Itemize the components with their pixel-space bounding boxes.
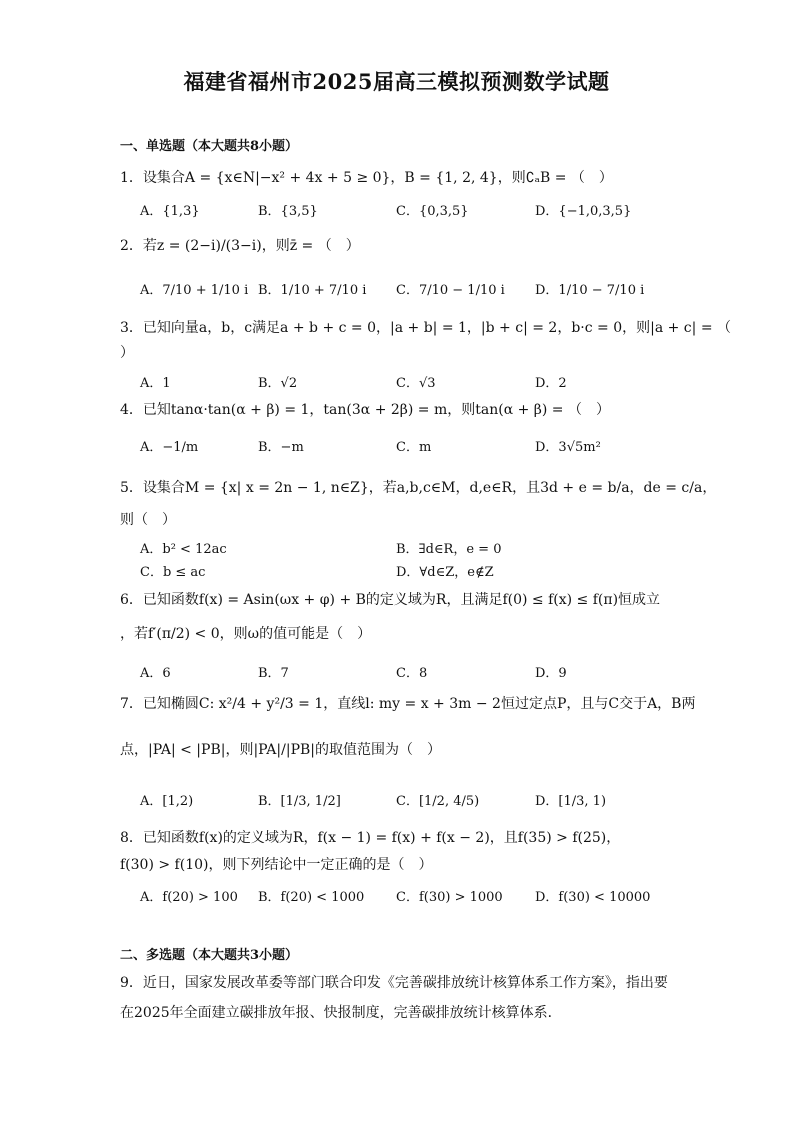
option-c: C．√3 xyxy=(396,376,436,391)
question-8-stem: 8．已知函数f(x)的定义域为R，f(x − 1) = f(x) + f(x − 2)，且f(35) > f(25)， xyxy=(120,830,621,846)
option-c: C．7/10 − 1/10 i xyxy=(396,283,505,298)
question-7-options xyxy=(0,790,793,810)
option-a: A．−1/m xyxy=(140,440,199,455)
option-b: B．{3,5} xyxy=(258,204,318,219)
question-1-stem: 1．设集合A = {x∈N|−x² + 4x + 5 ≥ 0}，B = {1, 2, 4}，则∁ₐB = （ ） xyxy=(120,170,613,186)
option-a: A．{1,3} xyxy=(140,204,200,219)
page-title: 福建省福州市2025届高三模拟预测数学试题 xyxy=(183,69,610,94)
question-7-stem-continued: 点，|PA| < |PB|，则|PA|/|PB|的取值范围为（ ） xyxy=(120,742,441,758)
question-6-stem: 6．已知函数f(x) = Asin(ωx + φ) + B的定义域为R，且满足f(0) ≤ f(x) ≤ f(π)恒成立 xyxy=(120,592,661,608)
question-4-options xyxy=(0,436,793,456)
option-b: B．∃d∈R，e = 0 xyxy=(396,542,502,557)
option-d: D．f(30) < 10000 xyxy=(535,890,651,905)
option-d: D．∀d∈Z，e∉Z xyxy=(396,565,494,580)
option-b: B．1/10 + 7/10 i xyxy=(258,283,367,298)
question-2-options xyxy=(0,279,793,299)
question-4-stem: 4．已知tanα·tan(α + β) = 1，tan(3α + 2β) = m，则tan(α + β) = （ ） xyxy=(120,402,610,418)
option-d: D．{−1,0,3,5} xyxy=(535,204,632,219)
section-heading-single-choice: 一、单选题（本大题共8小题） xyxy=(120,139,299,154)
option-c: C．f(30) > 1000 xyxy=(396,890,503,905)
option-a: A．[1,2) xyxy=(140,794,194,809)
option-a: A．7/10 + 1/10 i xyxy=(140,283,249,298)
option-c: C．m xyxy=(396,440,432,455)
question-3-stem: 3．已知向量a，b，c满足a + b + c = 0，|a + b| = 1，|b + c| = 2，b·c = 0，则|a + c| = （ xyxy=(120,320,731,336)
option-d: D．1/10 − 7/10 i xyxy=(535,283,645,298)
option-c: C．[1/2, 4/5) xyxy=(396,794,480,809)
option-b: B．√2 xyxy=(258,376,298,391)
section-heading-multiple-choice: 二、多选题（本大题共3小题） xyxy=(120,948,299,963)
option-d: D．9 xyxy=(535,666,567,681)
option-c: C．{0,3,5} xyxy=(396,204,469,219)
question-8-stem-continued: f(30) > f(10)，则下列结论中一定正确的是（ ） xyxy=(120,857,433,873)
option-a: A．1 xyxy=(140,376,171,391)
option-b: B．f(20) < 1000 xyxy=(258,890,365,905)
option-c: C．8 xyxy=(396,666,428,681)
question-8-options xyxy=(0,886,793,906)
question-5-stem-continued: 则（ ） xyxy=(120,512,176,528)
question-9-stem: 9．近日，国家发展改革委等部门联合印发《完善碳排放统计核算体系工作方案》，指出要在2025年全面建立碳排放年报、快报制度，完善碳排放统计核算体系． xyxy=(120,975,668,1021)
option-a: A．f(20) > 100 xyxy=(140,890,238,905)
question-6-stem-continued: ，若f′(π/2) < 0，则ω的值可能是（ ） xyxy=(120,626,372,642)
option-b: B．7 xyxy=(258,666,289,681)
option-a: A．6 xyxy=(140,666,171,681)
question-6-options xyxy=(0,662,793,682)
question-7-stem: 7．已知椭圆C: x²/4 + y²/3 = 1，直线l: my = x + 3m − 2恒过定点P，且与C交于A，B两 xyxy=(120,696,696,712)
question-5-stem: 5．设集合M = {x| x = 2n − 1, n∈Z}，若a,b,c∈M，d,e∈R，且3d + e = b/a，de = c/a， xyxy=(120,480,717,496)
option-c: C．b ≤ ac xyxy=(140,565,206,580)
question-2-stem: 2．若z = (2−i)/(3−i)，则z̄ = （ ） xyxy=(120,238,360,254)
question-3-options xyxy=(0,372,793,392)
option-d: D．2 xyxy=(535,376,567,391)
option-d: D．[1/3, 1) xyxy=(535,794,607,809)
question-5-options-row-1 xyxy=(0,538,793,558)
option-b: B．−m xyxy=(258,440,304,455)
question-5-options-row-2 xyxy=(0,561,793,581)
option-a: A．b² < 12ac xyxy=(140,542,227,557)
question-3-stem-continued: ） xyxy=(120,345,134,361)
question-1-options xyxy=(0,200,793,220)
option-b: B．[1/3, 1/2] xyxy=(258,794,341,809)
option-d: D．3√5m² xyxy=(535,440,601,455)
